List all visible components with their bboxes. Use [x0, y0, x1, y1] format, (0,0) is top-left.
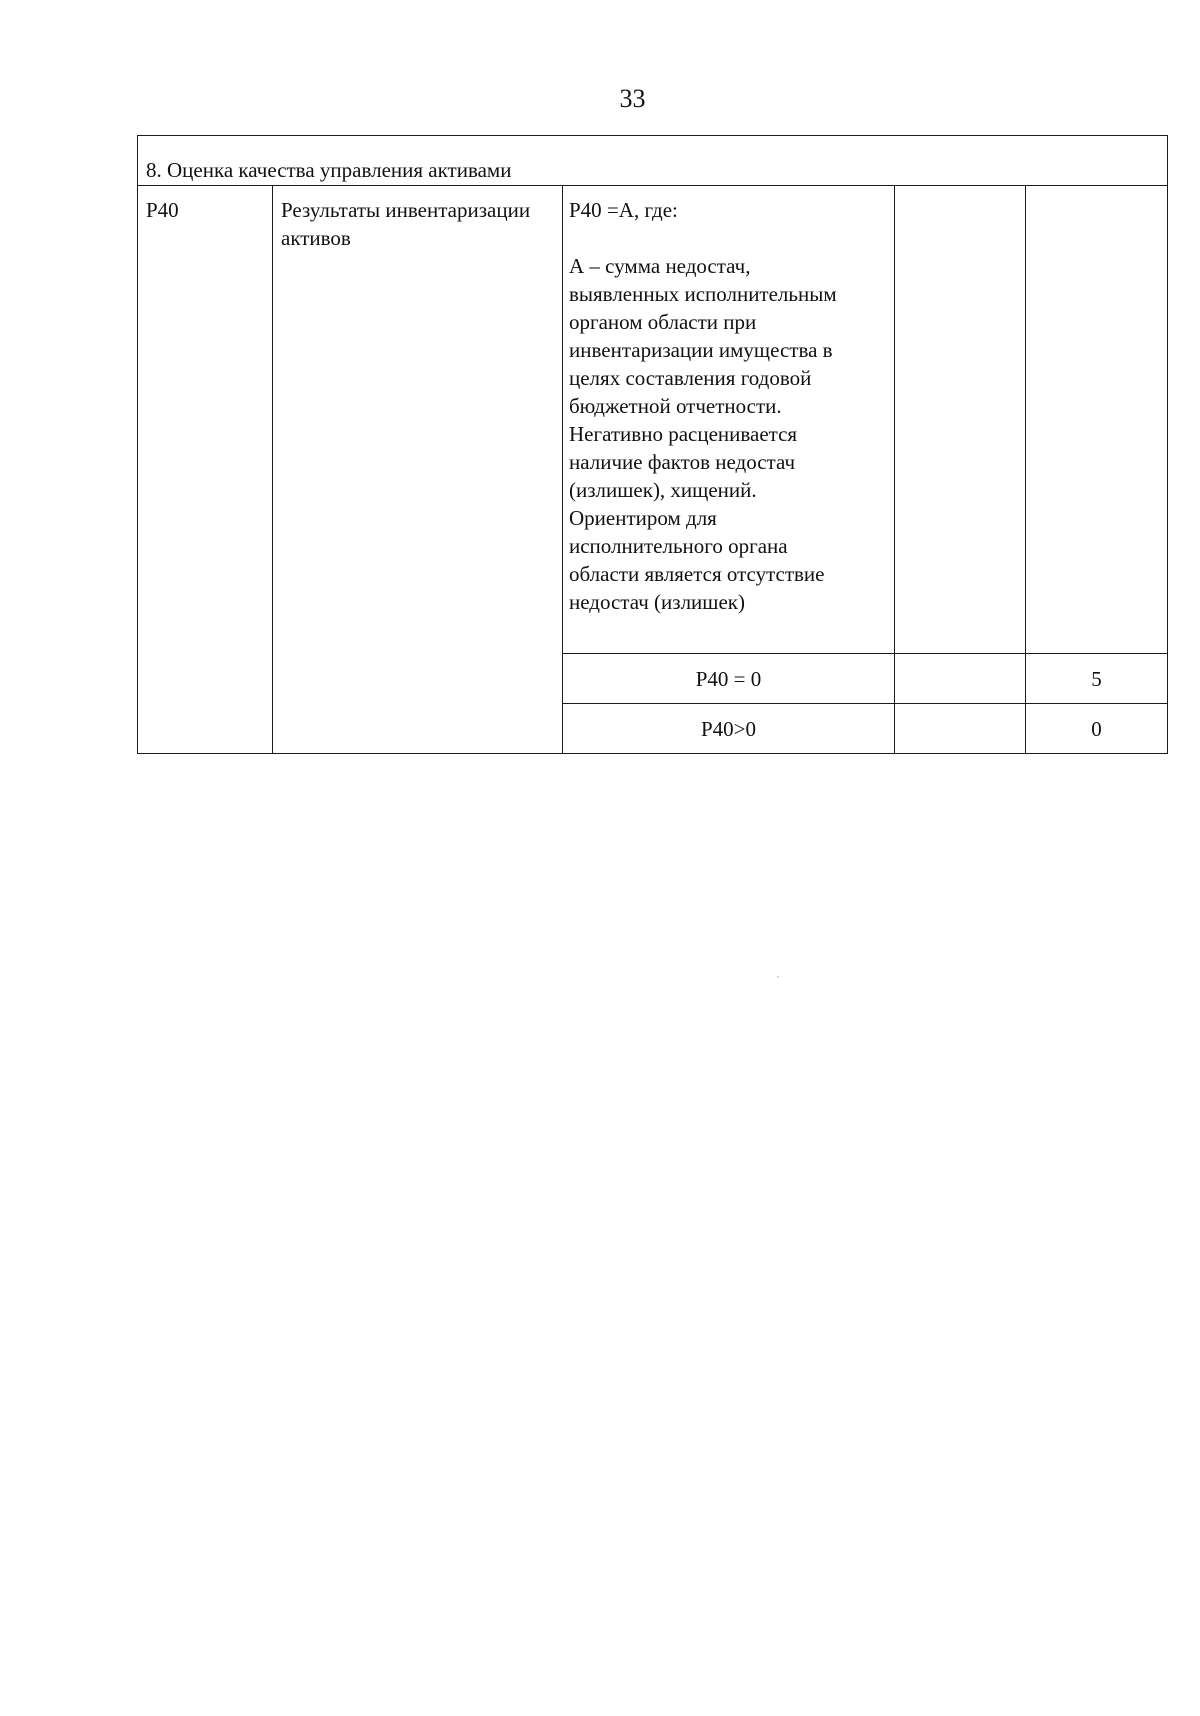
score-cell: 0	[1026, 704, 1168, 754]
page-number: 33	[619, 84, 646, 113]
formula-head: P40 =A, где:	[569, 198, 678, 222]
assessment-table	[137, 135, 1168, 754]
indicator-code: P40	[138, 186, 273, 754]
section-header-row	[138, 136, 1168, 186]
indicator-name: Результаты инвентаризации активов	[273, 186, 563, 754]
score-cell: 5	[1026, 654, 1168, 704]
condition-extra-cell	[895, 704, 1026, 754]
section-title: 8. Оценка качества управления активами	[138, 136, 1168, 186]
indicator-row	[138, 186, 1168, 654]
scan-speck	[777, 976, 779, 978]
condition-cell: P40>0	[563, 704, 895, 754]
condition-extra-cell	[895, 654, 1026, 704]
formula-extra-cell	[895, 186, 1026, 654]
indicator-formula	[563, 186, 895, 654]
formula-description: А – сумма недостач, выявленных исполнительным органом области при инвентаризации имущества в целях составления годовой бюджетной отчетности. Негативно расценивается наличие фактов недостач (излишек), хищений. Ориентиром для исполнительного органа области является отсутствие недостач (излишек)	[569, 254, 837, 614]
condition-cell: P40 = 0	[563, 654, 895, 704]
formula-score-cell	[1026, 186, 1168, 654]
